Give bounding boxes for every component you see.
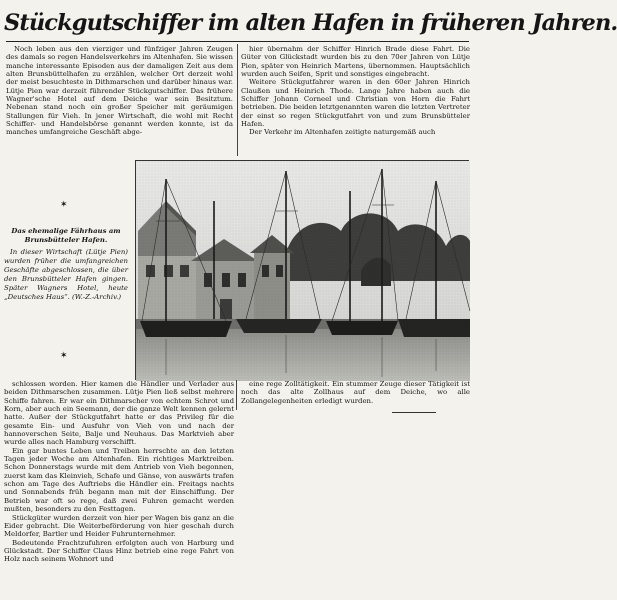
- paragraph: Ein gar buntes Leben und Treiben herrschte an den letzten Tagen jeder Woche am Altenhafen. Ein richtiges Marktreiben. Schon Donnerstags wurde mit dem Antrieb von Vieh begonnen, zuerst kam das Kleinvieh, Schafe und Gänse, von auswärts trafen schon am Tage des Auftriebs die Händler ein. Freitags nachts und Sonnabends früh begann man mit der Einschiffung. Der Betrieb war oft so rege, daß zwei Fuhren gemacht werden mußten, besonders zu den Festtagen.: [4, 446, 234, 514]
- column-rule: [236, 380, 237, 410]
- star-ornament-icon: ✶: [60, 200, 68, 210]
- article-column-left-bottom: [4, 380, 234, 598]
- headline: Stückgutschiffer im alten Hafen in früheren Jahren.: [4, 10, 617, 36]
- article-column-right-bottom: [241, 380, 470, 410]
- caption-body: [4, 248, 128, 303]
- paragraph: schlossen worden. Hier kamen die Händler und Verlader aus beiden Dithmarschen zusammen. Lütje Pien ließ selbst mehrere Schiffe fahren. Er war ein Dithmarscher von echtem Schrot und Korn, aber auch ein Seemann, der die ganze Welt kennen gelernt hatte. Außer der Stückgutfahrt hatte er das Privileg für die gesamte Ein- und Ausfuhr von Vieh von und nach der hannoverschen Seite, Balje und Neuhaus. Das Marktvieh aber wurde alles nach Hamburg verschifft.: [4, 380, 234, 447]
- paragraph: Der Verkehr im Altenhafen zeitigte naturgemäß auch: [249, 128, 436, 137]
- paragraph: eine rege Zolltätigkeit. Ein stummer Zeuge dieser Tätigkeit ist noch das alte Zollhaus auf dem Deiche, wo alle Zollangelegenheiten erledigt wurden.: [241, 380, 470, 405]
- caption-title: Das ehemalige Fährhaus am Brunsbütteler Hafen.: [11, 227, 121, 244]
- photo-caption: [4, 227, 128, 347]
- column-rule: [237, 44, 238, 156]
- paragraph: hier übernahm der Schiffer Hinrich Brade diese Fahrt. Die Güter von Glückstadt wurden bis zu den 70er Jahren von Lütje Pien, später von Heinrich Martens, übernommen. Hauptsächlich wurden auch Seifen, Sprit und sonstiges eingebracht.: [241, 45, 470, 79]
- paragraph: Weitere Stückgutfahrer waren in den 60er Jahren Hinrich Claußen und Heinrich Thode. Lange Jahre haben auch die Schiffer Johann Corneel und Christian von Horn die Fahrt betrieben. Die beiden letztgenannten waren die letzten Vertreter der einst so regen Stückgutfahrt von und zum Brunsbütteler Hafen.: [241, 78, 470, 129]
- paragraph: Bedeutende Frachtzufuhren erfolgten auch von Harburg und Glückstadt. Der Schiffer Claus Hinz betrieb eine rege Fahrt von Holz nach seinem Wohnort und: [4, 538, 234, 564]
- star-ornament-icon: ✶: [60, 351, 68, 361]
- headline-rule: [6, 41, 469, 42]
- paragraph: Stückgüter wurden derzeit von hier per Wagen bis ganz an die Eider gebracht. Die Weiterbeförderung von hier geschah durch Meldorfer, Bartler und Heider Fuhrunternehmer.: [4, 513, 234, 539]
- caption-credit: (W.-Z.-Archiv.): [72, 293, 122, 302]
- caption-text: In dieser Wirtschaft (Lütje Pien) wurden früher die umfangreichen Geschäfte abgeschlossen, die über den Brunsbütteler Hafen gingen. Später Wagners Hotel, heute „Deutsches Haus“.: [4, 248, 128, 302]
- article-column-right-top: [241, 45, 470, 155]
- paragraph: Noch leben aus den vierziger und fünfziger Jahren Zeugen des damals so regen Handelsverkehrs im Altenhafen. Sie wissen manche interessante Episoden aus der damaligen Zeit aus dem alten Brunsbüttelhafen zu erzählen, welcher Ort derzeit wohl der meist besuchteste in Dithmarschen und darüber hinaus war. Lütje Pien war derzeit führender Stückgutschiffer. Das frühere Wagner'sche Hotel auf dem Deiche war sein Besitztum. Nebenan stand noch ein großer Speicher mit geräumigen Stallungen für Vieh. In jener Wirtschaft, die wohl mit Recht Schiffer- und Handelsbörse genannt werden konnte, ist da manches umfangreiche Geschäft abge-: [6, 45, 233, 137]
- harbour-photograph: [135, 160, 469, 380]
- article-column-left-top: [6, 45, 233, 155]
- end-rule: [392, 412, 436, 413]
